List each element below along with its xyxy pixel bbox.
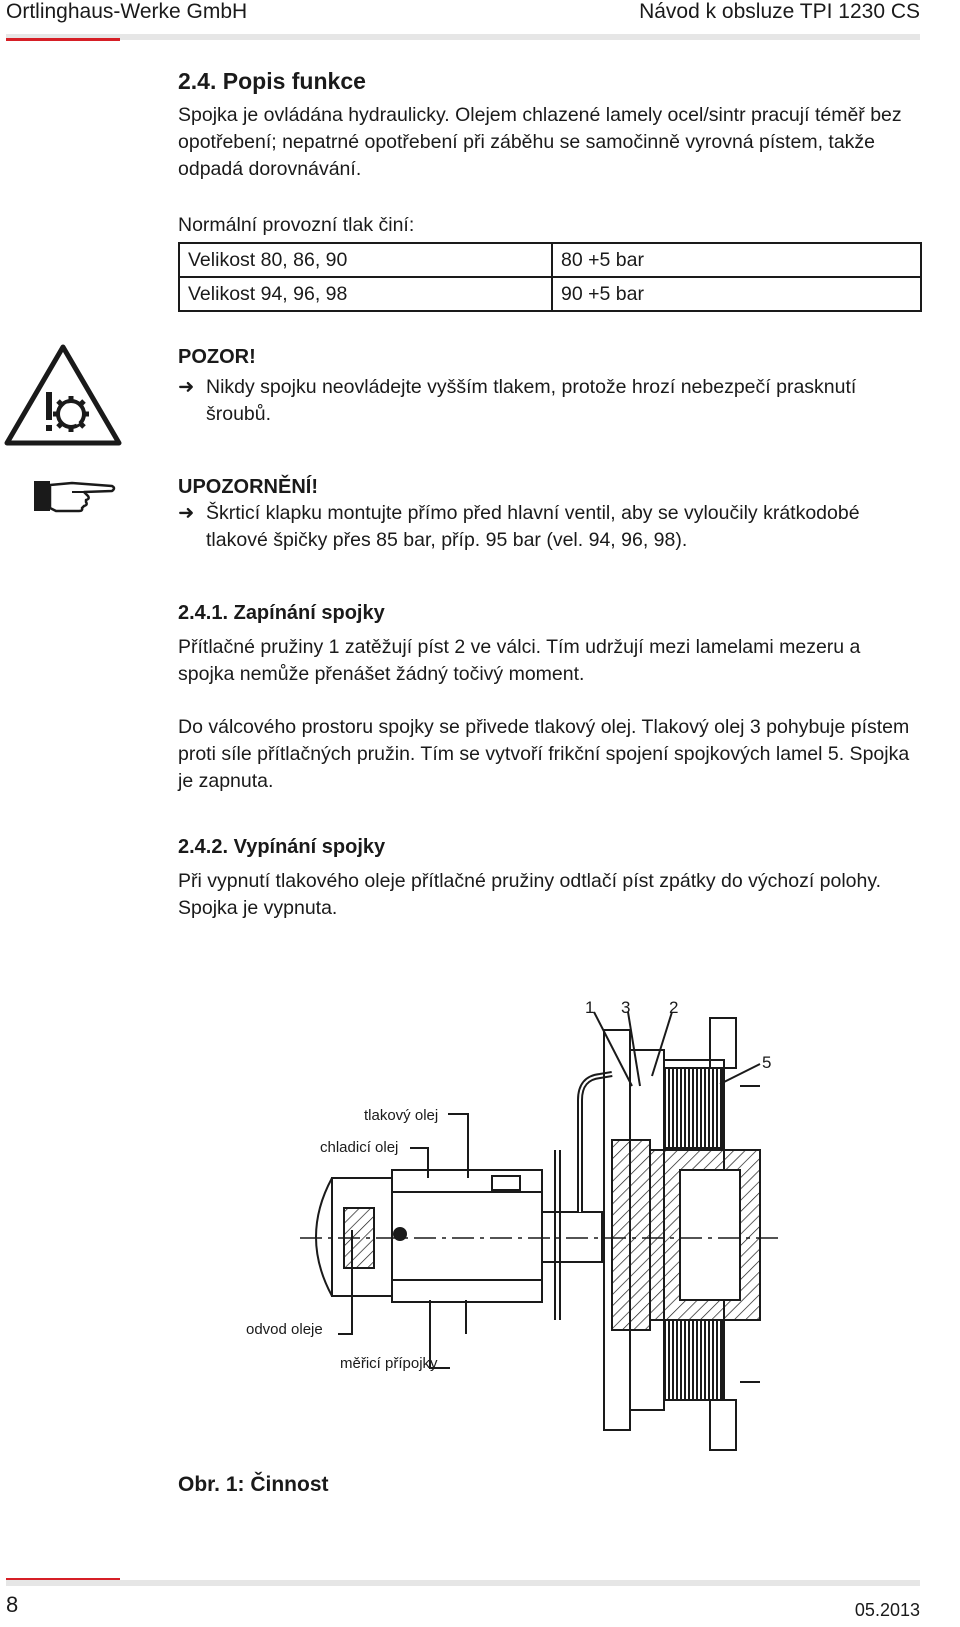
pointing-hand-icon — [32, 478, 116, 514]
footer-date: 05.2013 — [854, 1600, 920, 1620]
label-spring-1: 1 — [585, 998, 595, 1017]
section-title: 2.4. Popis funkce — [178, 68, 366, 94]
header-manual-title: Návod k obsluze TPI 1230 CS — [639, 0, 920, 23]
notice-title: UPOZORNĚNÍ! — [178, 476, 318, 498]
clutch-cross-section-figure — [0, 990, 960, 1470]
engaging-para-1: Přítlačné pružiny 1 zatěžují píst 2 ve válci. Tím udržují mezi lamelami mezeru a spojka nemůže přenášet žádný točivý moment. — [178, 636, 861, 685]
notice-block — [178, 500, 878, 554]
pressure-table — [178, 242, 922, 312]
label-piston-2: 2 — [669, 998, 679, 1017]
header-accent — [6, 38, 120, 41]
section-intro: Spojka je ovládána hydraulicky. Olejem chlazené lamely ocel/sintr pracují téměř bez opotřebení; nepatrné opotřebení při záběhu se samočinně vyrovná pístem, takže odpadá dorovnávání. — [178, 104, 902, 180]
label-cooling-oil: chladicí olej — [320, 1139, 399, 1156]
subsection-title-disengaging: 2.4.2. Vypínání spojky — [178, 836, 386, 858]
label-plates-5: 5 — [762, 1053, 772, 1072]
pressure-cell: 90 +5 bar — [552, 277, 921, 311]
caution-text: Nikdy spojku neovládejte vyšším tlakem, protože hrozí nebezpečí prasknutí šroubů. — [206, 376, 857, 425]
footer-divider — [6, 1580, 920, 1586]
arrow-right-icon: ➜ — [178, 502, 195, 524]
label-measuring-ports: měřicí přípojky — [340, 1355, 438, 1372]
engaging-para-2: Do válcového prostoru spojky se přivede tlakový olej. Tlakový olej 3 pohybuje pístem proti síle přítlačných pružin. Tím se vytvoří frikční spojení spojkových lamel 5. Spojka je zapnuta. — [178, 716, 910, 792]
notice-text: Škrticí klapku montujte přímo před hlavní ventil, aby se vyloučily krátkodobé tlakové špičky přes 85 bar, příp. 95 bar (vel. 94, 96, 98). — [206, 502, 860, 551]
warning-triangle-icon — [4, 344, 122, 446]
table-row — [179, 277, 921, 311]
table-row — [179, 243, 921, 277]
caution-block — [178, 374, 898, 428]
header-company: Ortlinghaus-Werke GmbH — [6, 0, 248, 23]
size-cell: Velikost 80, 86, 90 — [179, 243, 552, 277]
label-oil-drain: odvod oleje — [246, 1321, 323, 1338]
pressure-label: Normální provozní tlak činí: — [178, 214, 415, 236]
page-number: 8 — [6, 1592, 19, 1617]
pressure-cell: 80 +5 bar — [552, 243, 921, 277]
caution-title: POZOR! — [178, 346, 256, 368]
size-cell: Velikost 94, 96, 98 — [179, 277, 552, 311]
label-pressure-oil: tlakový olej — [364, 1107, 439, 1124]
header-divider — [6, 34, 920, 40]
subsection-title-engaging: 2.4.1. Zapínání spojky — [178, 602, 385, 624]
label-oil-3: 3 — [621, 998, 631, 1017]
arrow-right-icon: ➜ — [178, 376, 195, 398]
disengaging-para: Při vypnutí tlakového oleje přítlačné pružiny odtlačí píst zpátky do výchozí polohy. Spojka je vypnuta. — [178, 870, 882, 919]
figure-caption: Obr. 1: Činnost — [178, 1473, 329, 1496]
